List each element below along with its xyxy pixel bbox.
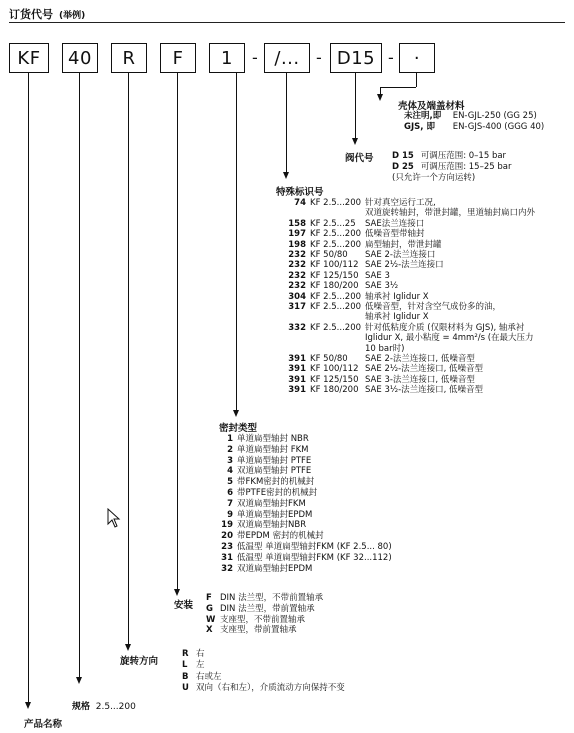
leader-seal bbox=[236, 73, 237, 411]
seal-row: 20 带EPDM 密封的机械封 bbox=[221, 531, 324, 542]
arrow-size bbox=[76, 677, 82, 684]
seal-row: 19 双道扁型轴封NBR bbox=[221, 520, 307, 531]
housing-title: 壳体及端盖材料 bbox=[398, 101, 465, 112]
special-row: 232 KF 125/150 SAE 3 bbox=[288, 270, 390, 281]
code-dash: - bbox=[316, 48, 322, 67]
leader-product bbox=[28, 73, 29, 703]
seal-row: 32 双道扁型轴封EPDM bbox=[221, 563, 313, 574]
leader-rotation bbox=[128, 73, 129, 645]
size-title: 规格 bbox=[72, 702, 91, 712]
special-title: 特殊标识号 bbox=[276, 187, 324, 198]
code-box-mounting: F bbox=[160, 43, 196, 73]
valve-note: (只允许一个方向运转) bbox=[392, 173, 476, 183]
code-box-housing: · bbox=[399, 43, 435, 73]
special-row: 74 KF 2.5...200 针对真空运行工况, bbox=[294, 198, 436, 208]
special-row: Iglidur X, 最小粘度 = 4mm²/s (在最大压力 bbox=[365, 333, 534, 344]
special-row: 391 KF 100/112 SAE 2½-法兰连接口, 低噪音型 bbox=[288, 364, 484, 375]
leader-valve bbox=[355, 73, 356, 139]
special-row: 391 KF 180/200 SAE 3½-法兰连接口, 低噪音型 bbox=[288, 385, 484, 396]
special-row: 198 KF 2.5...200 扁型轴封，带泄封罐 bbox=[288, 239, 442, 250]
leader-housing-b bbox=[380, 87, 416, 88]
seal-row: 7 双道扁型轴封FKM bbox=[227, 498, 306, 509]
arrow-valve bbox=[352, 138, 358, 145]
special-row: 304 KF 2.5...200 轴承衬 Iglidur X bbox=[288, 291, 429, 302]
seal-row: 2 单道扁型轴封 FKM bbox=[227, 444, 309, 455]
mounting-row: F DIN 法兰型，不带前置轴承 bbox=[206, 593, 324, 603]
mounting-row: X 支座型，带前置轴承 bbox=[206, 625, 297, 636]
seal-row: 5 带FKM密封的机械封 bbox=[227, 477, 315, 488]
code-box-valve: D15 bbox=[330, 43, 382, 73]
code-box-product: KF bbox=[9, 43, 49, 73]
seal-title: 密封类型 bbox=[219, 423, 258, 434]
arrow-mounting bbox=[174, 589, 180, 596]
valve-row: D 25 可调压范围: 15–25 bar bbox=[392, 162, 512, 172]
special-row: 391 KF 125/150 SAE 3-法兰连接口, 低噪音型 bbox=[288, 374, 475, 385]
mounting-title: 安装 bbox=[174, 600, 194, 611]
leader-mounting bbox=[177, 73, 178, 590]
rotation-row: R 右 bbox=[182, 649, 205, 659]
housing-row: 未注明,即 EN-GJL-250 (GG 25) bbox=[404, 111, 537, 121]
arrow-housing bbox=[377, 94, 383, 101]
leader-size bbox=[79, 73, 80, 678]
page-title bbox=[9, 6, 85, 22]
arrow-special bbox=[283, 172, 289, 179]
mounting-row: G DIN 法兰型，带前置轴承 bbox=[206, 603, 315, 614]
size-line bbox=[72, 699, 136, 712]
special-row: 232 KF 180/200 SAE 3½ bbox=[288, 281, 399, 292]
code-dash: - bbox=[252, 48, 258, 67]
code-box-special: /... bbox=[264, 43, 310, 73]
special-row: 332 KF 2.5...200 针对低粘度介质 (仅限材料为 GJS), 轴承衬 bbox=[288, 322, 525, 333]
rotation-row: L 左 bbox=[182, 660, 205, 671]
leader-special bbox=[286, 73, 287, 173]
rotation-row: U 双向（右和左），介质流动方向保持不变 bbox=[182, 682, 345, 693]
special-row: 双道旋转轴封，带泄封罐，里道轴封扁口内外 bbox=[365, 208, 536, 219]
housing-row: GJS, 即 EN-GJS-400 (GGG 40) bbox=[404, 122, 545, 132]
code-dash: - bbox=[388, 48, 394, 67]
seal-row: 31 低温型 单道扁型轴封FKM (KF 32...112) bbox=[221, 552, 392, 563]
special-row: 317 KF 2.5...200 低噪音型，针对含空气成份多的油， bbox=[288, 302, 502, 312]
seal-row: 6 带PTFE密封的机械封 bbox=[227, 488, 318, 498]
mounting-row: W 支座型，不带前置轴承 bbox=[206, 614, 306, 625]
seal-row: 3 单道扁型轴封 PTFE bbox=[227, 455, 312, 466]
valve-row: D 15 可调压范围: 0–15 bar bbox=[392, 151, 507, 161]
size-value: 2.5...200 bbox=[95, 702, 136, 712]
arrow-product bbox=[25, 702, 31, 709]
special-row: 197 KF 2.5...200 低噪音型带轴封 bbox=[288, 229, 425, 240]
special-row: 10 bar时) bbox=[365, 343, 405, 354]
arrow-rotation bbox=[125, 644, 131, 651]
rotation-row: B 右或左 bbox=[182, 671, 222, 682]
special-row: 轴承衬 Iglidur X bbox=[365, 312, 429, 323]
rotation-title: 旋转方向 bbox=[120, 656, 159, 667]
seal-row: 1 单道扁型轴封 NBR bbox=[227, 434, 309, 444]
special-row: 232 KF 100/112 SAE 2½-法兰连接口 bbox=[288, 260, 444, 271]
code-box-seal: 1 bbox=[209, 43, 245, 73]
seal-row: 9 单道扁型轴封EPDM bbox=[227, 509, 313, 520]
special-row: 391 KF 50/80 SAE 2-法兰连接口, 低噪音型 bbox=[288, 354, 475, 364]
title-subtitle: (举例) bbox=[59, 11, 86, 21]
title-text: 订货代号 bbox=[9, 8, 53, 21]
arrow-seal bbox=[233, 410, 239, 417]
title-rule bbox=[9, 22, 565, 23]
special-row: 232 KF 50/80 SAE 2-法兰连接口 bbox=[288, 250, 436, 260]
special-row: 158 KF 2.5...25 SAE法兰连接口 bbox=[288, 218, 425, 229]
code-box-rotation: R bbox=[111, 43, 147, 73]
code-box-size: 40 bbox=[62, 43, 98, 73]
mouse-cursor-icon bbox=[107, 508, 121, 528]
product-title: 产品名称 bbox=[24, 719, 63, 730]
valve-title: 阀代号 bbox=[345, 153, 374, 164]
seal-row: 4 双道扁型轴封 PTFE bbox=[227, 466, 312, 477]
leader-housing-a bbox=[416, 73, 417, 87]
seal-row: 23 低温型 单道扁型轴封FKM (KF 2.5... 80) bbox=[221, 542, 392, 552]
